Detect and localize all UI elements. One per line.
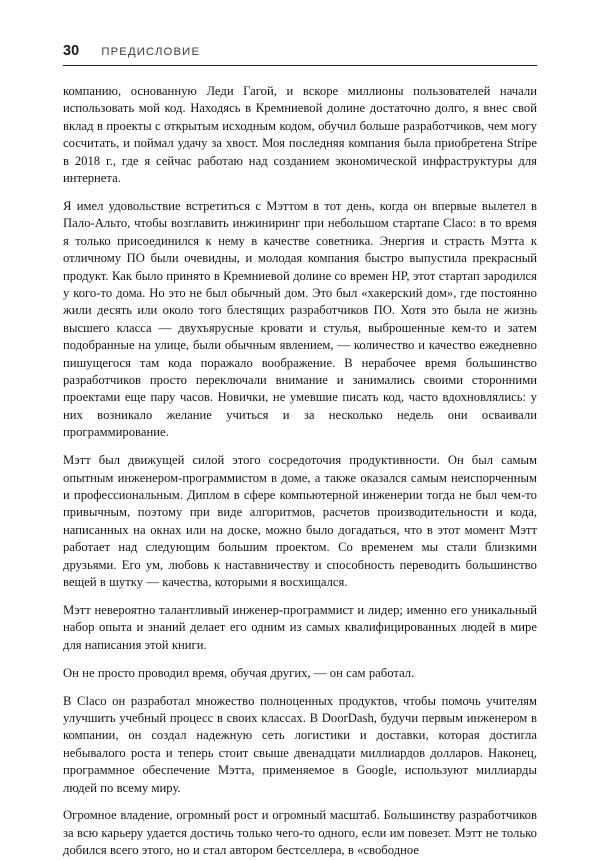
running-title: ПРЕДИСЛОВИЕ	[101, 45, 201, 58]
paragraph: Мэтт был движущей силой этого сосредоточия продуктивности. Он был самым опытным инженером-программистом в доме, а также оказался самым неиспорченным и профессиональным. Диплом в сфере компьютерной инженерии тогда не был чем-то привычным, поэтому при виде алгоритмов, расчетов производительности и кода, написанных на окнах или на доске, можно было догадаться, что в этот момент Мэтт работает над следующим большим проектом. Со временем мы стали близкими друзьями. Его ум, любовь к наставничеству и способность переводить большинство вещей в шутку — качества, которыми я восхищался.	[63, 453, 537, 589]
paragraph: компанию, основанную Леди Гагой, и вскоре миллионы пользователей начали использовать мой код. Находясь в Кремниевой долине достаточно долго, я внес свой вклад в проекты с открытым исходным кодом, обучил больше разработчиков, чем могу сосчитать, и поймал удачу за хвост. Моя последняя компания была приобретена Stripe в 2018 г., где я сейчас работаю над созданием экономической инфраструктуры для интернета.	[63, 84, 537, 186]
paragraph: Огромное владение, огромный рост и огромный масштаб. Большинству разработчиков за всю карьеру удается достичь только чего-то одного, если им повезет. Мэтт не только добился всего этого, но и стал автором бестселлера, в «свободное	[63, 808, 537, 858]
header-rule-divider	[63, 65, 537, 66]
paragraph: В Claco он разработал множество полноценных продуктов, чтобы помочь учителям улучшить учебный процесс в своих классах. В DoorDash, будучи первым инженером в компании, он создал надежную сеть логистики и доставки, которая достигла небывалого роста и теперь стоит свыше двенадцати миллиардов долларов. Наконец, программное обеспечение Мэтта, применяемое в Google, используют миллиарды людей по всему миру.	[63, 693, 537, 795]
body-text-column	[63, 83, 537, 860]
paragraph: Мэтт невероятно талантливый инженер-программист и лидер; именно его уникальный набор опыта и знаний делает его одним из самых квалифицированных людей в мире для написания этой книги.	[63, 602, 537, 652]
page-number: 30	[63, 43, 80, 59]
paragraph: Он не просто проводил время, обучая других, — он сам работал.	[63, 665, 415, 680]
running-head	[63, 44, 537, 59]
paragraph: Я имел удовольствие встретиться с Мэттом в тот день, когда он впервые вылетел в Пало-Альто, чтобы возглавить инжиниринг при небольшом стартапе Claco: в то время я только присоединился к нему в качестве советника. Энергия и страсть Мэтта к отличному ПО были очевидны, и молодая компания быстро выпустила прекрасный продукт. Как было принято в Кремниевой долине со времен HP, этот стартап зародился у кого-то дома. Но это не был обычный дом. Это был «хакерский дом», где постоянно жили десять или около того блестящих разработчиков ПО. Хотя это была не жизнь высшего класса — двухъярусные кровати и стулья, выброшенные кем-то и затем подобранные на улице, были обычным явлением, — количество и качество ежедневно пишущегося там кода поражало воображение. В нерабочее время большинство разработчиков просто переключали внимание и занимались своими сторонними проектами еще пару часов. Новички, не умевшие писать код, часто вдохновлялись: у них возникало желание учиться и за несколько недель они осваивали программирование.	[63, 198, 537, 440]
